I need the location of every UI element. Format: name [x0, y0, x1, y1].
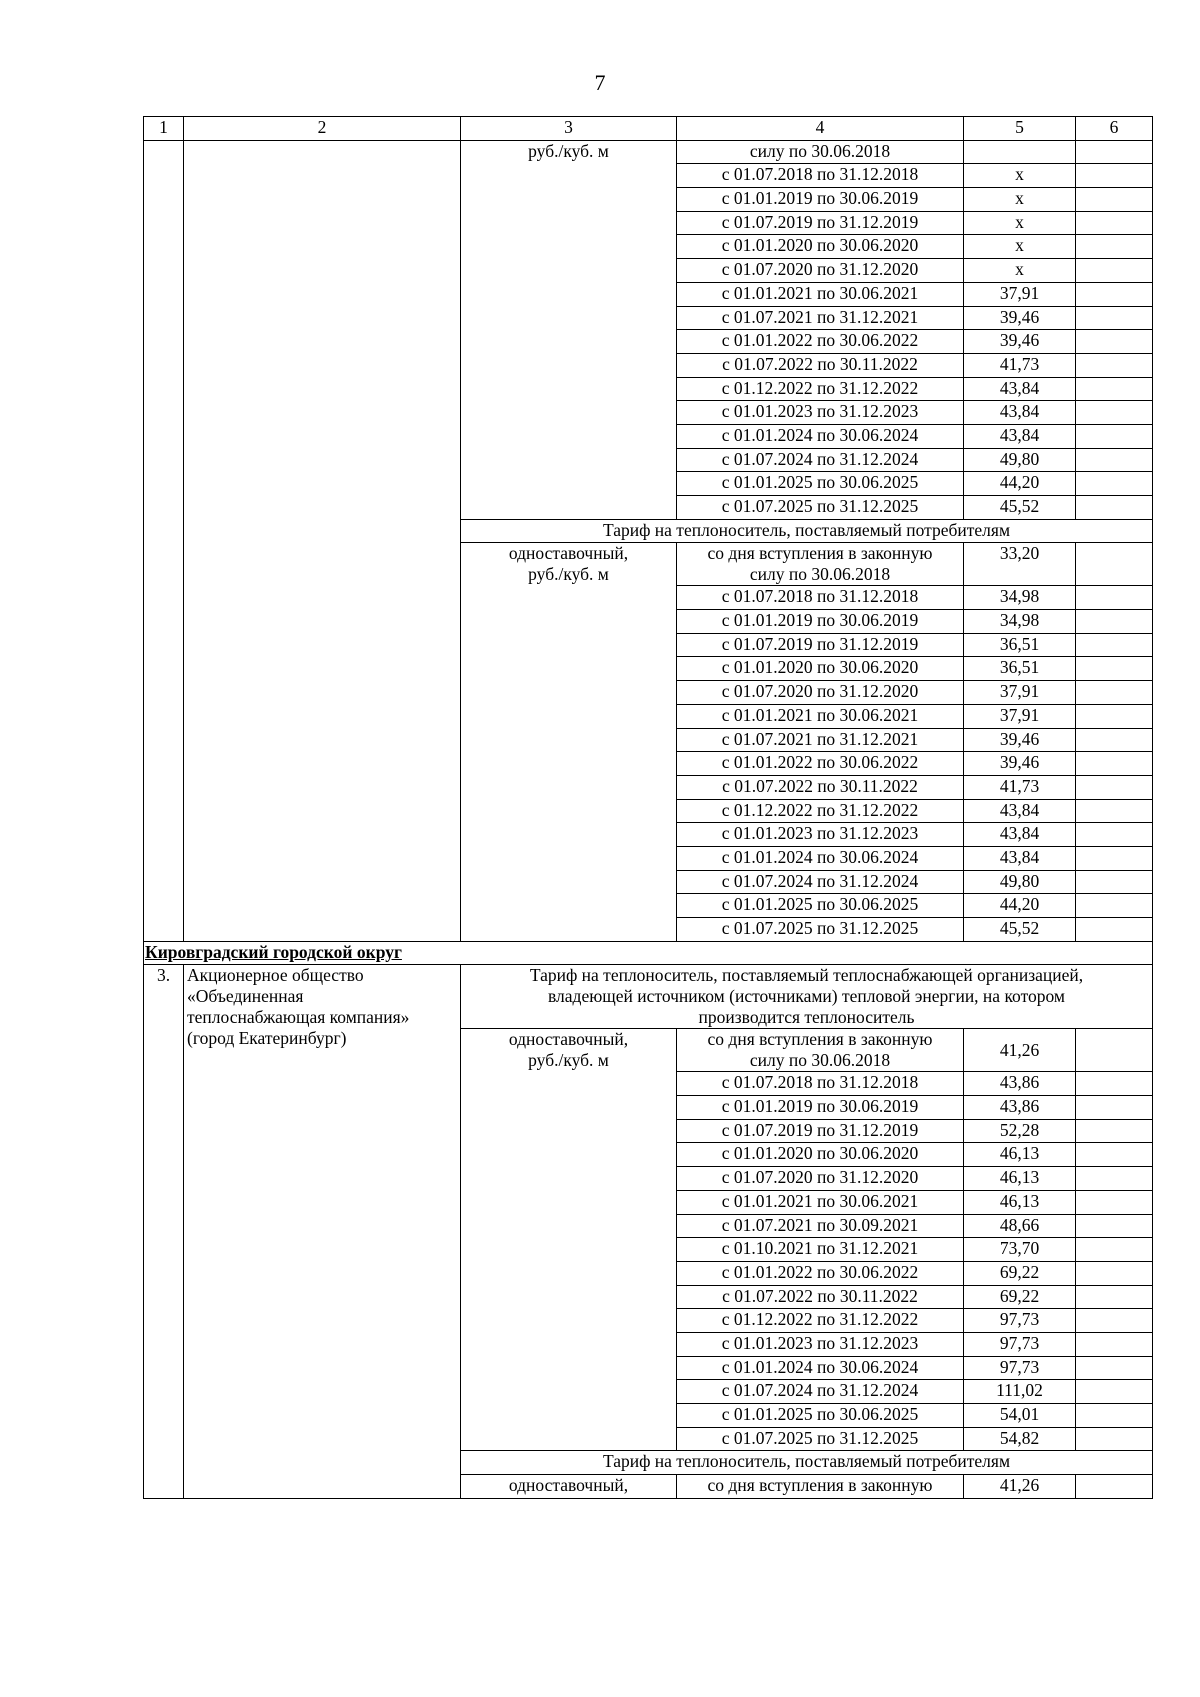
period-cell: с 01.07.2025 по 31.12.2025	[677, 496, 964, 520]
value-cell: 43,84	[964, 823, 1076, 847]
value-cell: 43,84	[964, 401, 1076, 425]
unit-line: одноставочный,	[508, 1029, 629, 1050]
empty-cell	[1076, 775, 1153, 799]
value-cell: 54,01	[964, 1404, 1076, 1428]
unit-line: руб./куб. м	[528, 564, 609, 585]
period-cell: с 01.07.2019 по 31.12.2019	[677, 211, 964, 235]
empty-cell	[1076, 330, 1153, 354]
value-cell: 46,13	[964, 1167, 1076, 1191]
value-cell: 36,51	[964, 657, 1076, 681]
value-cell: 34,98	[964, 586, 1076, 610]
empty-cell	[1076, 1119, 1153, 1143]
empty-cell	[1076, 472, 1153, 496]
empty-cell	[1076, 681, 1153, 705]
value-cell: 39,46	[964, 752, 1076, 776]
period-cell: с 01.01.2019 по 30.06.2019	[677, 610, 964, 634]
empty-cell	[1076, 1356, 1153, 1380]
period-cell: с 01.07.2018 по 31.12.2018	[677, 1072, 964, 1096]
empty-cell	[1076, 728, 1153, 752]
empty-cell	[1076, 1332, 1153, 1356]
period-cell: с 01.01.2021 по 30.06.2021	[677, 1190, 964, 1214]
tariff-heading: Тариф на теплоноситель, поставляемый потребителям	[461, 519, 1153, 543]
period-cell: с 01.07.2025 по 31.12.2025	[677, 1427, 964, 1451]
empty-cell	[1076, 704, 1153, 728]
tariff-heading-line: производится теплоноситель	[698, 1007, 915, 1028]
period-cell: с 01.12.2022 по 31.12.2022	[677, 377, 964, 401]
period-cell: с 01.01.2021 по 30.06.2021	[677, 704, 964, 728]
unit-line: одноставочный,	[508, 543, 629, 564]
period-cell: с 01.07.2024 по 31.12.2024	[677, 870, 964, 894]
empty-cell	[1076, 1427, 1153, 1451]
empty-cell	[1076, 211, 1153, 235]
period-cell: со дня вступления в законную	[677, 1475, 964, 1499]
period-cell: с 01.07.2022 по 30.11.2022	[677, 775, 964, 799]
empty-cell	[1076, 633, 1153, 657]
column-number-1: 1	[144, 117, 184, 141]
empty-cell	[1076, 870, 1153, 894]
tariff-heading-line: владеющей источником (источниками) тепловой энергии, на котором	[548, 986, 1065, 1007]
empty-cell	[1076, 164, 1153, 188]
value-cell: 43,86	[964, 1096, 1076, 1120]
value-cell: х	[964, 235, 1076, 259]
organization-name-line: (город Екатеринбург)	[187, 1028, 347, 1049]
organization-name-line: «Объединенная	[187, 986, 304, 1007]
period-cell: с 01.01.2024 по 30.06.2024	[677, 1356, 964, 1380]
value-cell: х	[964, 211, 1076, 235]
value-cell: 49,80	[964, 448, 1076, 472]
empty-cell	[1076, 1029, 1153, 1072]
period-cell: с 01.07.2021 по 30.09.2021	[677, 1214, 964, 1238]
period-cell: с 01.07.2018 по 31.12.2018	[677, 164, 964, 188]
period-cell	[677, 543, 964, 586]
value-cell: 41,26	[964, 1029, 1076, 1072]
organization-name	[184, 965, 461, 1498]
value-cell: 69,22	[964, 1261, 1076, 1285]
empty-cell	[1076, 1167, 1153, 1191]
period-line: со дня вступления в законную	[707, 543, 933, 564]
value-cell: 39,46	[964, 728, 1076, 752]
empty-cell	[1076, 657, 1153, 681]
column-number-4: 4	[677, 117, 964, 141]
value-cell: 37,91	[964, 282, 1076, 306]
period-line: со дня вступления в законную	[707, 1029, 933, 1050]
period-cell: с 01.10.2021 по 31.12.2021	[677, 1238, 964, 1262]
empty-cell	[1076, 1190, 1153, 1214]
value-cell: 43,84	[964, 377, 1076, 401]
empty-cell	[1076, 752, 1153, 776]
period-cell: с 01.07.2024 по 31.12.2024	[677, 1380, 964, 1404]
period-cell: с 01.07.2021 по 31.12.2021	[677, 728, 964, 752]
period-cell: с 01.01.2019 по 30.06.2019	[677, 188, 964, 212]
period-cell: с 01.12.2022 по 31.12.2022	[677, 1309, 964, 1333]
period-cell: с 01.01.2020 по 30.06.2020	[677, 1143, 964, 1167]
value-cell: 39,46	[964, 330, 1076, 354]
period-cell	[677, 1029, 964, 1072]
value-cell: 97,73	[964, 1309, 1076, 1333]
page-number: 7	[594, 70, 606, 95]
period-cell: с 01.01.2024 по 30.06.2024	[677, 846, 964, 870]
value-cell: 43,84	[964, 799, 1076, 823]
org-heading-row	[144, 965, 1153, 1029]
tariff-heading	[461, 965, 1153, 1029]
empty-cell	[1076, 1309, 1153, 1333]
period-cell: с 01.01.2020 по 30.06.2020	[677, 657, 964, 681]
column-number-5: 5	[964, 117, 1076, 141]
value-cell: 43,84	[964, 424, 1076, 448]
period-cell: с 01.07.2022 по 30.11.2022	[677, 353, 964, 377]
value-cell: 34,98	[964, 610, 1076, 634]
value-cell: 97,73	[964, 1356, 1076, 1380]
value-cell: 41,73	[964, 353, 1076, 377]
value-cell: 111,02	[964, 1380, 1076, 1404]
period-cell: силу по 30.06.2018	[677, 140, 964, 164]
empty-cell	[1076, 140, 1153, 164]
empty-cell	[1076, 377, 1153, 401]
value-cell: 41,26	[964, 1475, 1076, 1499]
period-cell: с 01.07.2019 по 31.12.2019	[677, 1119, 964, 1143]
period-cell: с 01.07.2021 по 31.12.2021	[677, 306, 964, 330]
unit-cell	[461, 1029, 677, 1451]
value-cell: 45,52	[964, 918, 1076, 942]
header-row	[144, 117, 1153, 141]
empty-cell	[1076, 586, 1153, 610]
empty-cell	[1076, 353, 1153, 377]
period-cell: с 01.01.2023 по 31.12.2023	[677, 401, 964, 425]
period-cell: с 01.07.2024 по 31.12.2024	[677, 448, 964, 472]
column-number-2: 2	[184, 117, 461, 141]
unit-cell: одноставочный,	[461, 1475, 677, 1499]
period-cell: с 01.07.2025 по 31.12.2025	[677, 918, 964, 942]
value-cell: 37,91	[964, 704, 1076, 728]
value-cell: х	[964, 188, 1076, 212]
empty-cell	[1076, 1285, 1153, 1309]
period-cell: с 01.01.2023 по 31.12.2023	[677, 1332, 964, 1356]
value-cell: 43,84	[964, 846, 1076, 870]
value-cell: 36,51	[964, 633, 1076, 657]
period-cell: с 01.01.2022 по 30.06.2022	[677, 330, 964, 354]
empty-cell	[1076, 496, 1153, 520]
empty-cell	[1076, 282, 1153, 306]
unit-line: руб./куб. м	[528, 1050, 609, 1071]
value-cell: 97,73	[964, 1332, 1076, 1356]
empty-cell	[1076, 1404, 1153, 1428]
value-cell: 73,70	[964, 1238, 1076, 1262]
period-cell: с 01.01.2025 по 30.06.2025	[677, 1404, 964, 1428]
empty-cell	[1076, 1096, 1153, 1120]
period-cell: с 01.07.2020 по 31.12.2020	[677, 259, 964, 283]
period-cell: с 01.12.2022 по 31.12.2022	[677, 799, 964, 823]
column-number-6: 6	[1076, 117, 1153, 141]
value-cell: 41,73	[964, 775, 1076, 799]
value-cell: 46,13	[964, 1143, 1076, 1167]
empty-cell	[1076, 1143, 1153, 1167]
empty-cell	[1076, 1238, 1153, 1262]
period-cell: с 01.01.2022 по 30.06.2022	[677, 752, 964, 776]
value-cell: 44,20	[964, 472, 1076, 496]
organization-name-line: Акционерное общество	[187, 965, 364, 986]
col1-continuation	[144, 140, 184, 941]
empty-cell	[1076, 846, 1153, 870]
value-cell: 43,86	[964, 1072, 1076, 1096]
period-cell: с 01.07.2022 по 30.11.2022	[677, 1285, 964, 1309]
period-cell: с 01.01.2024 по 30.06.2024	[677, 424, 964, 448]
empty-cell	[1076, 1214, 1153, 1238]
column-number-3: 3	[461, 117, 677, 141]
value-cell: 49,80	[964, 870, 1076, 894]
value-cell: 39,46	[964, 306, 1076, 330]
empty-cell	[1076, 1380, 1153, 1404]
period-line: силу по 30.06.2018	[749, 1050, 891, 1071]
value-cell: 54,82	[964, 1427, 1076, 1451]
period-cell: с 01.01.2023 по 31.12.2023	[677, 823, 964, 847]
tariff-heading-line: Тариф на теплоноситель, поставляемый теплоснабжающей организацией,	[529, 965, 1084, 986]
value-cell: 48,66	[964, 1214, 1076, 1238]
empty-cell	[1076, 401, 1153, 425]
empty-cell	[1076, 188, 1153, 212]
tariff-heading: Тариф на теплоноситель, поставляемый потребителям	[461, 1451, 1153, 1475]
empty-cell	[1076, 823, 1153, 847]
period-cell: с 01.07.2020 по 31.12.2020	[677, 1167, 964, 1191]
empty-cell	[1076, 1261, 1153, 1285]
value-cell: 44,20	[964, 894, 1076, 918]
organization-name-line: теплоснабжающая компания»	[187, 1007, 410, 1028]
period-cell: с 01.07.2020 по 31.12.2020	[677, 681, 964, 705]
unit-cell	[461, 543, 677, 941]
period-cell: с 01.01.2021 по 30.06.2021	[677, 282, 964, 306]
empty-cell	[1076, 424, 1153, 448]
empty-cell	[1076, 448, 1153, 472]
section-row	[144, 941, 1153, 965]
empty-cell	[1076, 235, 1153, 259]
period-cell: с 01.01.2020 по 30.06.2020	[677, 235, 964, 259]
tariff-table	[143, 116, 1153, 1499]
empty-cell	[1076, 918, 1153, 942]
period-cell: с 01.07.2019 по 31.12.2019	[677, 633, 964, 657]
empty-cell	[1076, 543, 1153, 586]
value-cell: 33,20	[964, 543, 1076, 586]
empty-cell	[1076, 799, 1153, 823]
value-cell: 37,91	[964, 681, 1076, 705]
row-number: 3.	[144, 965, 184, 1498]
value-cell: х	[964, 164, 1076, 188]
period-cell: с 01.01.2025 по 30.06.2025	[677, 894, 964, 918]
value-cell: 52,28	[964, 1119, 1076, 1143]
period-line: силу по 30.06.2018	[749, 564, 891, 585]
col2-continuation	[184, 140, 461, 941]
value-cell: 45,52	[964, 496, 1076, 520]
table-row	[144, 140, 1153, 164]
value-cell: х	[964, 259, 1076, 283]
empty-cell	[1076, 306, 1153, 330]
value-cell: 69,22	[964, 1285, 1076, 1309]
empty-cell	[1076, 259, 1153, 283]
period-cell: с 01.01.2019 по 30.06.2019	[677, 1096, 964, 1120]
period-cell: с 01.07.2018 по 31.12.2018	[677, 586, 964, 610]
empty-cell	[1076, 1072, 1153, 1096]
section-title: Кировградский городской округ	[144, 941, 1153, 965]
empty-cell	[1076, 1475, 1153, 1499]
value-cell: 46,13	[964, 1190, 1076, 1214]
empty-cell	[1076, 610, 1153, 634]
period-cell: с 01.01.2025 по 30.06.2025	[677, 472, 964, 496]
empty-cell	[1076, 894, 1153, 918]
unit-cell: руб./куб. м	[461, 140, 677, 519]
period-cell: с 01.01.2022 по 30.06.2022	[677, 1261, 964, 1285]
value-cell	[964, 140, 1076, 164]
